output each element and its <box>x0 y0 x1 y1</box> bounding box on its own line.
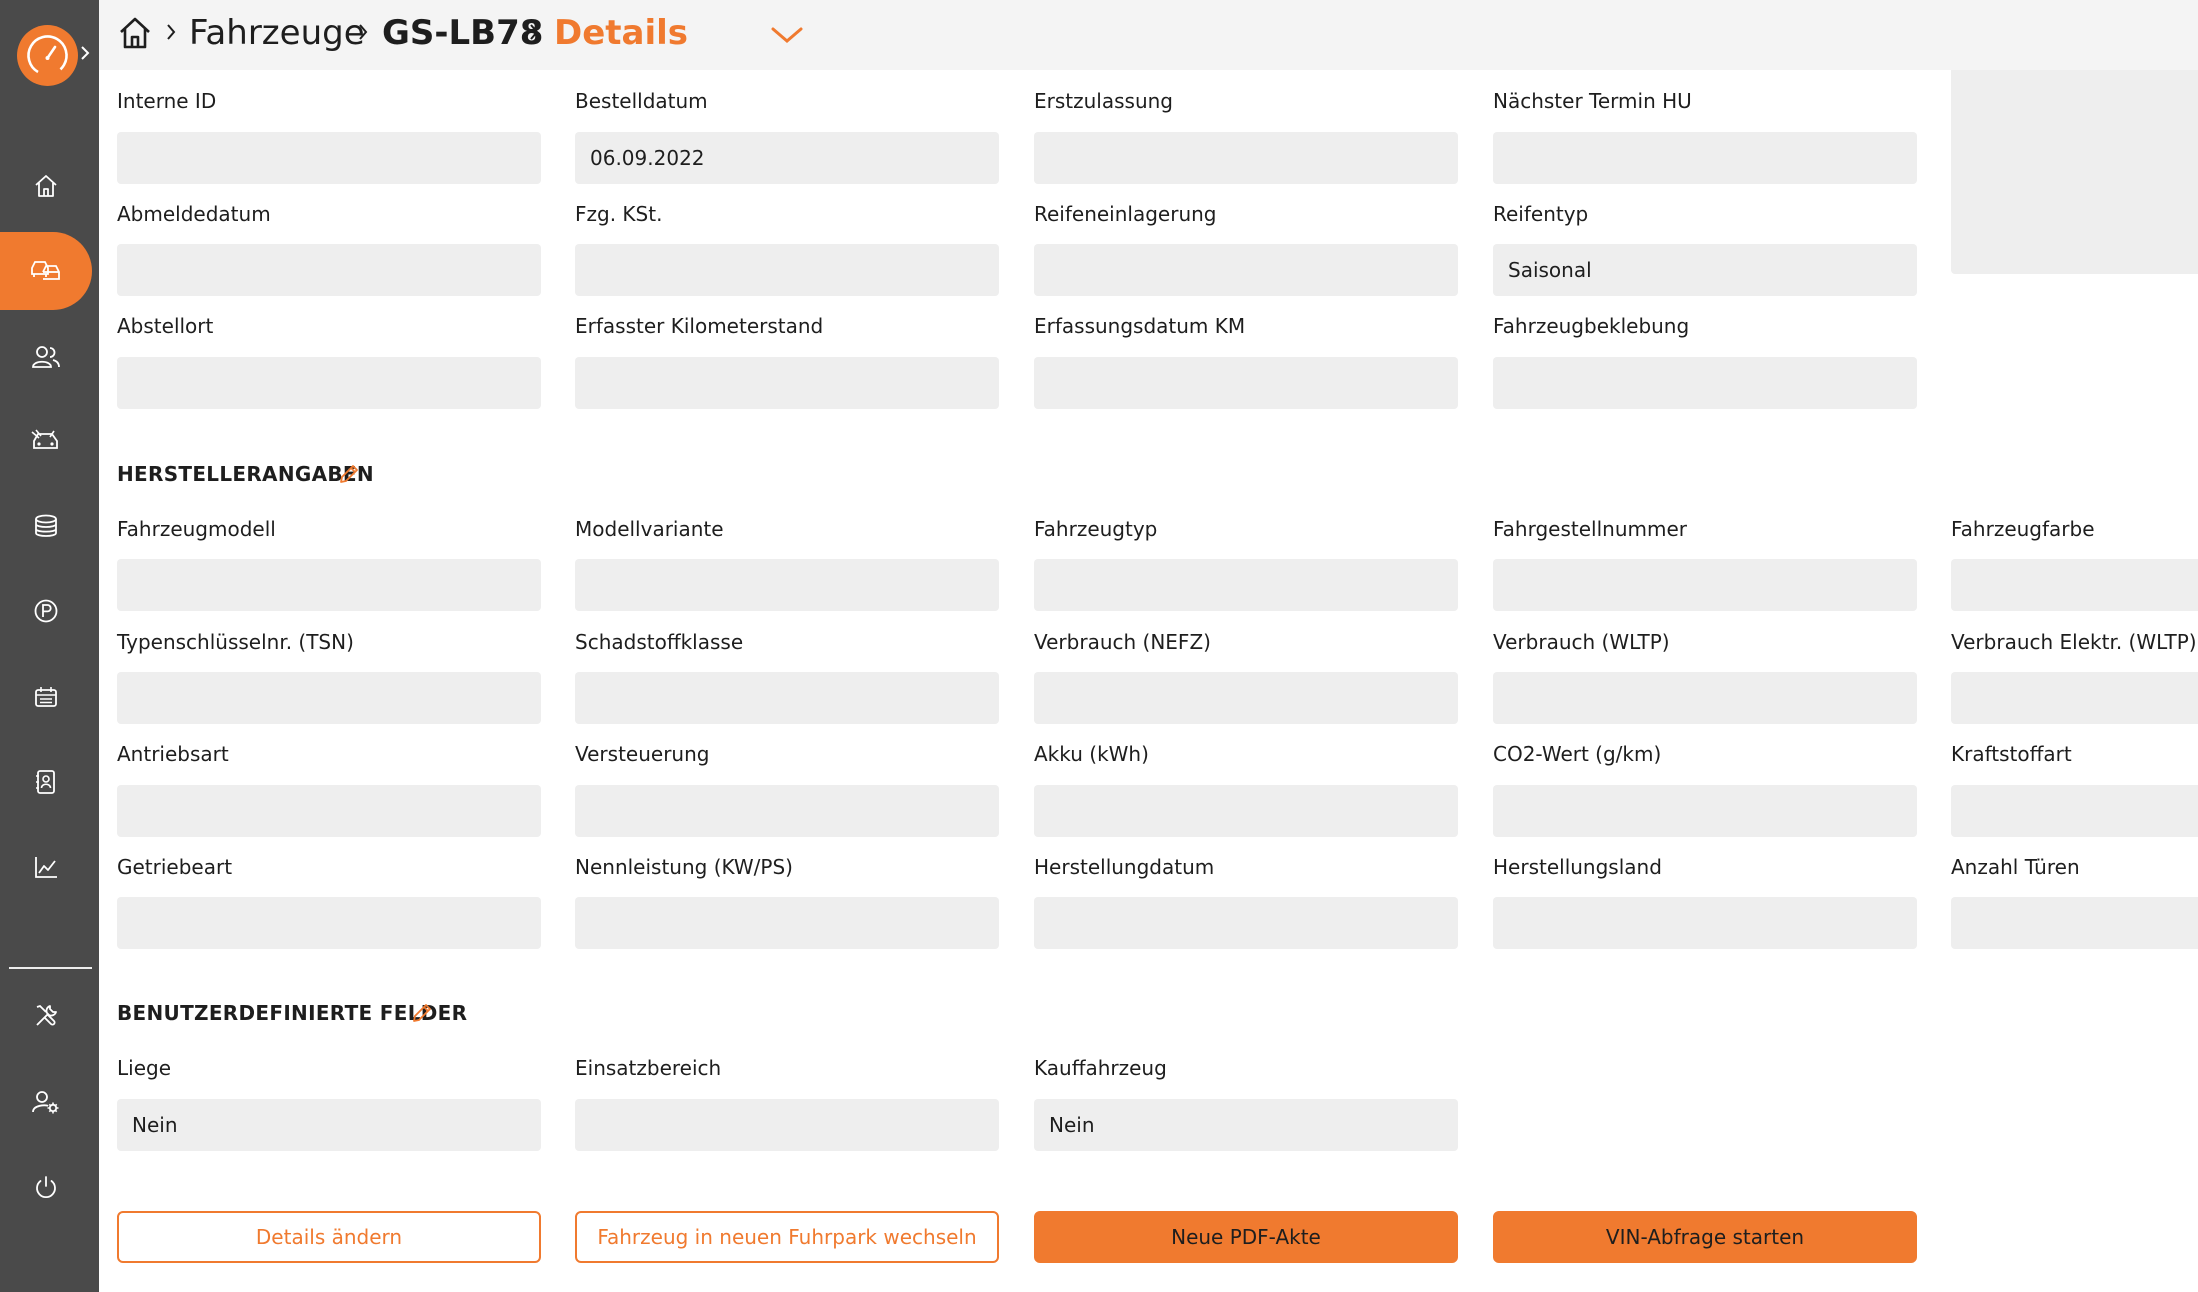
sidebar-item-parking[interactable] <box>0 572 92 650</box>
field-label: Reifentyp <box>1493 202 1589 226</box>
costs-icon <box>31 511 61 541</box>
tire-type-input[interactable]: Saisonal <box>1493 244 1917 296</box>
field-label: Akku (kWh) <box>1034 742 1149 766</box>
vehicle-details <box>99 70 2198 1292</box>
next-hu-date-input[interactable] <box>1493 132 1917 184</box>
manufacturing-country-input[interactable] <box>1493 897 1917 949</box>
calendar-icon <box>31 682 61 712</box>
fuel-type-input[interactable] <box>1951 785 2198 837</box>
model-variant-input[interactable] <box>575 559 999 611</box>
first-registration-input[interactable] <box>1034 132 1458 184</box>
field-label: Kraftstoffart <box>1951 742 2072 766</box>
sidebar-item-costs[interactable] <box>0 487 92 565</box>
home-icon[interactable] <box>116 14 154 52</box>
field-label: Fahrzeugbeklebung <box>1493 314 1690 338</box>
deregistration-date-input[interactable] <box>117 244 541 296</box>
field-label: Nächster Termin HU <box>1493 89 1692 113</box>
liege-input[interactable]: Nein <box>117 1099 541 1151</box>
sidebar-item-tools[interactable] <box>0 977 92 1055</box>
manufacturing-date-input[interactable] <box>1034 897 1458 949</box>
field-label: Herstellungdatum <box>1034 855 1215 879</box>
field-label: Kauffahrzeug <box>1034 1056 1167 1080</box>
drive-type-input[interactable] <box>117 785 541 837</box>
pencil-icon[interactable] <box>410 1001 434 1025</box>
order-date-input[interactable]: 06.09.2022 <box>575 132 999 184</box>
field-label: Fahrzeugfarbe <box>1951 517 2095 541</box>
consumption-electric-wltp-input[interactable] <box>1951 672 2198 724</box>
vehicle-color-input[interactable] <box>1951 559 2198 611</box>
contacts-icon <box>31 767 61 797</box>
field-label: Interne ID <box>117 89 217 113</box>
chevron-right-icon <box>165 22 177 42</box>
field-label: Liege <box>117 1056 172 1080</box>
tools-icon <box>31 1001 61 1031</box>
sidebar-divider <box>9 967 92 969</box>
field-label: Antriebsart <box>117 742 229 766</box>
sidebar-item-damage[interactable] <box>0 402 92 480</box>
cost-center-input[interactable] <box>575 244 999 296</box>
emission-class-input[interactable] <box>575 672 999 724</box>
chevron-down-icon[interactable] <box>769 24 805 46</box>
section-title-manufacturer: HERSTELLERANGABEN <box>117 462 374 486</box>
car-damage-icon <box>30 426 62 456</box>
field-label: Herstellungsland <box>1493 855 1662 879</box>
power-icon <box>31 1172 61 1202</box>
sidebar-item-home[interactable] <box>0 147 92 225</box>
field-label: Verbrauch (NEFZ) <box>1034 630 1211 654</box>
user-settings-icon <box>30 1087 62 1117</box>
field-label: Getriebeart <box>117 855 233 879</box>
vin-query-button[interactable]: VIN-Abfrage starten <box>1493 1211 1917 1263</box>
tire-storage-input[interactable] <box>1034 244 1458 296</box>
vehicle-model-input[interactable] <box>117 559 541 611</box>
field-label: Abstellort <box>117 314 214 338</box>
field-label: Modellvariante <box>575 517 724 541</box>
field-label: Abmeldedatum <box>117 202 271 226</box>
field-label: Verbrauch Elektr. (WLTP) <box>1951 630 2197 654</box>
field-label: Typenschlüsselnr. (TSN) <box>117 630 354 654</box>
taxation-input[interactable] <box>575 785 999 837</box>
parking-icon <box>31 596 61 626</box>
field-label: Erfasster Kilometerstand <box>575 314 824 338</box>
chevron-right-icon <box>528 22 540 42</box>
sidebar-item-vehicles[interactable] <box>0 232 92 310</box>
vehicle-image-placeholder <box>1951 70 2198 274</box>
chevron-right-icon[interactable] <box>79 44 91 62</box>
sidebar <box>0 0 99 1292</box>
vehicle-wrap-input[interactable] <box>1493 357 1917 409</box>
chevron-right-icon <box>357 22 369 42</box>
mileage-input[interactable] <box>575 357 999 409</box>
consumption-nefz-input[interactable] <box>1034 672 1458 724</box>
sidebar-item-user-settings[interactable] <box>0 1063 92 1141</box>
vehicles-icon <box>29 256 63 286</box>
purchase-vehicle-input[interactable]: Nein <box>1034 1099 1458 1151</box>
usage-area-input[interactable] <box>575 1099 999 1151</box>
breadcrumb-current[interactable]: Details <box>554 13 689 53</box>
field-label: Fahrzeugtyp <box>1034 517 1158 541</box>
pencil-icon[interactable] <box>337 462 361 486</box>
field-label: Schadstoffklasse <box>575 630 744 654</box>
field-label: Verbrauch (WLTP) <box>1493 630 1670 654</box>
change-fleet-button[interactable]: Fahrzeug in neuen Fuhrpark wechseln <box>575 1211 999 1263</box>
co2-value-input[interactable] <box>1493 785 1917 837</box>
parking-location-input[interactable] <box>117 357 541 409</box>
mileage-date-input[interactable] <box>1034 357 1458 409</box>
battery-capacity-input[interactable] <box>1034 785 1458 837</box>
breadcrumb <box>99 0 2198 70</box>
chart-icon <box>31 852 61 882</box>
sidebar-item-users[interactable] <box>0 318 92 396</box>
field-label: Nennleistung (KW/PS) <box>575 855 793 879</box>
sidebar-item-contacts[interactable] <box>0 743 92 821</box>
field-label: Einsatzbereich <box>575 1056 722 1080</box>
consumption-wltp-input[interactable] <box>1493 672 1917 724</box>
field-label: Fzg. KSt. <box>575 202 663 226</box>
transmission-input[interactable] <box>117 897 541 949</box>
rated-power-input[interactable] <box>575 897 999 949</box>
field-label: Fahrgestellnummer <box>1493 517 1687 541</box>
sidebar-item-calendar[interactable] <box>0 658 92 736</box>
speedometer-icon <box>17 25 78 86</box>
field-label: Reifeneinlagerung <box>1034 202 1217 226</box>
field-label: Bestelldatum <box>575 89 708 113</box>
field-label: Fahrzeugmodell <box>117 517 276 541</box>
sidebar-item-logout[interactable] <box>0 1148 92 1226</box>
vin-input[interactable] <box>1493 559 1917 611</box>
sidebar-item-reports[interactable] <box>0 828 92 906</box>
door-count-input[interactable] <box>1951 897 2198 949</box>
field-label: CO2-Wert (g/km) <box>1493 742 1662 766</box>
field-label: Anzahl Türen <box>1951 855 2080 879</box>
breadcrumb-vehicle-plate[interactable]: GS-LB78 <box>382 13 544 53</box>
new-pdf-file-button[interactable]: Neue PDF-Akte <box>1034 1211 1458 1263</box>
vehicle-type-input[interactable] <box>1034 559 1458 611</box>
internal-id-input[interactable] <box>117 132 541 184</box>
users-icon <box>30 342 62 372</box>
section-title-custom-fields: BENUTZERDEFINIERTE FELDER <box>117 1001 468 1025</box>
app-logo[interactable] <box>17 25 78 86</box>
tsn-input[interactable] <box>117 672 541 724</box>
field-label: Erfassungsdatum KM <box>1034 314 1246 338</box>
field-label: Erstzulassung <box>1034 89 1173 113</box>
breadcrumb-vehicles[interactable]: Fahrzeuge <box>189 13 365 53</box>
home-icon <box>31 171 61 201</box>
field-label: Versteuerung <box>575 742 710 766</box>
edit-details-button[interactable]: Details ändern <box>117 1211 541 1263</box>
